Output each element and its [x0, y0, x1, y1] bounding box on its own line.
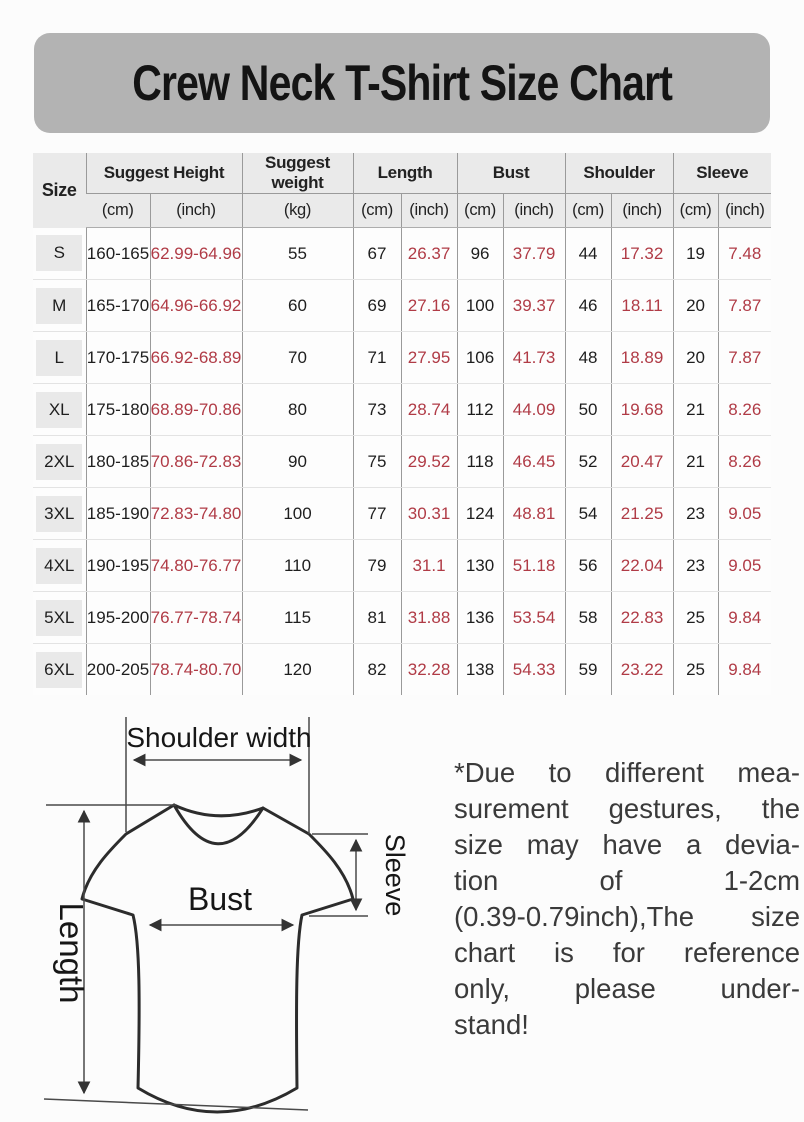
note-line: (0.39-0.79inch),The size [454, 901, 800, 932]
shoulder-inch-cell: 18.11 [611, 280, 673, 332]
note-line: stand! [454, 1009, 529, 1040]
bust-cm-cell: 112 [457, 384, 503, 436]
note-line: tion of 1-2cm [454, 865, 800, 896]
weight-kg-cell: 55 [242, 228, 353, 280]
size-chip: 5XL [36, 600, 82, 636]
bust-cm-cell: 106 [457, 332, 503, 384]
length-inch-cell: 32.28 [401, 644, 457, 696]
sleeve-cm-cell: 21 [673, 384, 718, 436]
sleeve-inch-cell: 7.48 [718, 228, 771, 280]
shoulder-cm-cell: 48 [565, 332, 611, 384]
bust-inch-cell: 54.33 [503, 644, 565, 696]
length-inch-cell: 27.95 [401, 332, 457, 384]
size-chip: 3XL [36, 496, 82, 532]
sleeve-cm-cell: 23 [673, 488, 718, 540]
shoulder-cm-cell: 56 [565, 540, 611, 592]
sleeve-inch-cell: 9.84 [718, 592, 771, 644]
col-header-length: Length [353, 153, 457, 194]
shoulder-width-label: Shoulder width [126, 722, 312, 753]
shoulder-cm-cell: 44 [565, 228, 611, 280]
unit-shoulder-cm: (cm) [565, 194, 611, 228]
height-inch-cell: 72.83-74.80 [150, 488, 242, 540]
sleeve-inch-cell: 9.05 [718, 488, 771, 540]
length-cm-cell: 81 [353, 592, 401, 644]
weight-kg-cell: 120 [242, 644, 353, 696]
size-chip: M [36, 288, 82, 324]
bust-inch-cell: 53.54 [503, 592, 565, 644]
length-inch-cell: 31.1 [401, 540, 457, 592]
tshirt-measurement-diagram [16, 703, 444, 1115]
size-cell [33, 488, 86, 540]
length-cm-cell: 82 [353, 644, 401, 696]
sleeve-cm-cell: 23 [673, 540, 718, 592]
sleeve-inch-cell: 8.26 [718, 436, 771, 488]
col-header-sleeve: Sleeve [673, 153, 771, 194]
sleeve-cm-cell: 21 [673, 436, 718, 488]
unit-height-inch: (inch) [150, 194, 242, 228]
shoulder-inch-cell: 20.47 [611, 436, 673, 488]
length-inch-cell: 27.16 [401, 280, 457, 332]
length-inch-cell: 31.88 [401, 592, 457, 644]
col-header-suggest-height: Suggest Height [86, 153, 242, 194]
height-cm-cell: 170-175 [86, 332, 150, 384]
measurement-note [454, 755, 800, 1115]
sleeve-cm-cell: 20 [673, 332, 718, 384]
weight-kg-cell: 90 [242, 436, 353, 488]
size-chip: 6XL [36, 652, 82, 688]
sleeve-inch-cell: 9.05 [718, 540, 771, 592]
title-banner [34, 33, 770, 133]
table-row [33, 384, 771, 436]
shoulder-cm-cell: 52 [565, 436, 611, 488]
col-header-suggest-weight: Suggest weight [242, 153, 353, 194]
size-cell [33, 332, 86, 384]
length-inch-cell: 29.52 [401, 436, 457, 488]
size-chip: 2XL [36, 444, 82, 480]
bust-inch-cell: 44.09 [503, 384, 565, 436]
unit-height-cm: (cm) [86, 194, 150, 228]
height-inch-cell: 70.86-72.83 [150, 436, 242, 488]
shoulder-inch-cell: 17.32 [611, 228, 673, 280]
height-inch-cell: 76.77-78.74 [150, 592, 242, 644]
size-chip: S [36, 235, 82, 271]
size-cell [33, 592, 86, 644]
length-cm-cell: 75 [353, 436, 401, 488]
bust-label: Bust [187, 881, 253, 917]
height-cm-cell: 185-190 [86, 488, 150, 540]
note-line: only, please under- [454, 973, 800, 1004]
unit-sleeve-cm: (cm) [673, 194, 718, 228]
size-cell [33, 540, 86, 592]
size-cell [33, 644, 86, 696]
sleeve-cm-cell: 19 [673, 228, 718, 280]
weight-kg-cell: 80 [242, 384, 353, 436]
unit-bust-inch: (inch) [503, 194, 565, 228]
height-cm-cell: 180-185 [86, 436, 150, 488]
weight-kg-cell: 60 [242, 280, 353, 332]
table-row [33, 228, 771, 280]
height-cm-cell: 190-195 [86, 540, 150, 592]
unit-bust-cm: (cm) [457, 194, 503, 228]
page-title: Crew Neck T-Shirt Size Chart [132, 55, 672, 111]
height-inch-cell: 78.74-80.70 [150, 644, 242, 696]
unit-sleeve-inch: (inch) [718, 194, 771, 228]
shoulder-inch-cell: 22.04 [611, 540, 673, 592]
length-cm-cell: 69 [353, 280, 401, 332]
bust-inch-cell: 51.18 [503, 540, 565, 592]
shoulder-inch-cell: 21.25 [611, 488, 673, 540]
size-cell [33, 384, 86, 436]
bust-inch-cell: 41.73 [503, 332, 565, 384]
shoulder-inch-cell: 18.89 [611, 332, 673, 384]
bottom-section [0, 703, 804, 1115]
table-row [33, 436, 771, 488]
height-cm-cell: 195-200 [86, 592, 150, 644]
length-cm-cell: 77 [353, 488, 401, 540]
shoulder-cm-cell: 46 [565, 280, 611, 332]
sleeve-cm-cell: 25 [673, 592, 718, 644]
shoulder-cm-cell: 54 [565, 488, 611, 540]
table-row [33, 540, 771, 592]
shoulder-inch-cell: 23.22 [611, 644, 673, 696]
sleeve-cm-cell: 25 [673, 644, 718, 696]
size-cell [33, 280, 86, 332]
note-line: chart is for reference [454, 937, 800, 968]
bust-inch-cell: 37.79 [503, 228, 565, 280]
shoulder-inch-cell: 19.68 [611, 384, 673, 436]
tshirt-outline [82, 805, 353, 1112]
size-cell [33, 228, 86, 280]
weight-kg-cell: 100 [242, 488, 353, 540]
col-header-size: Size [33, 153, 86, 228]
sleeve-inch-cell: 7.87 [718, 280, 771, 332]
bust-cm-cell: 96 [457, 228, 503, 280]
note-line: surement gestures, the [454, 793, 800, 824]
sleeve-inch-cell: 7.87 [718, 332, 771, 384]
table-row [33, 332, 771, 384]
shoulder-cm-cell: 58 [565, 592, 611, 644]
weight-kg-cell: 70 [242, 332, 353, 384]
bust-cm-cell: 124 [457, 488, 503, 540]
size-chip: XL [36, 392, 82, 428]
size-chip: L [36, 340, 82, 376]
height-inch-cell: 74.80-76.77 [150, 540, 242, 592]
sleeve-inch-cell: 9.84 [718, 644, 771, 696]
bust-cm-cell: 100 [457, 280, 503, 332]
shoulder-cm-cell: 50 [565, 384, 611, 436]
col-header-bust: Bust [457, 153, 565, 194]
unit-length-cm: (cm) [353, 194, 401, 228]
length-inch-cell: 26.37 [401, 228, 457, 280]
length-label: Length [53, 902, 90, 1004]
length-cm-cell: 79 [353, 540, 401, 592]
bust-cm-cell: 136 [457, 592, 503, 644]
length-cm-cell: 71 [353, 332, 401, 384]
unit-shoulder-inch: (inch) [611, 194, 673, 228]
size-cell [33, 436, 86, 488]
bust-inch-cell: 39.37 [503, 280, 565, 332]
height-cm-cell: 200-205 [86, 644, 150, 696]
note-line: *Due to different mea- [454, 757, 800, 788]
bust-cm-cell: 118 [457, 436, 503, 488]
size-chip: 4XL [36, 548, 82, 584]
col-header-shoulder: Shoulder [565, 153, 673, 194]
length-cm-cell: 73 [353, 384, 401, 436]
bust-inch-cell: 48.81 [503, 488, 565, 540]
table-row [33, 280, 771, 332]
height-inch-cell: 62.99-64.96 [150, 228, 242, 280]
table-row [33, 644, 771, 696]
unit-weight-kg: (kg) [242, 194, 353, 228]
sleeve-inch-cell: 8.26 [718, 384, 771, 436]
height-inch-cell: 68.89-70.86 [150, 384, 242, 436]
length-inch-cell: 28.74 [401, 384, 457, 436]
length-inch-cell: 30.31 [401, 488, 457, 540]
bust-inch-cell: 46.45 [503, 436, 565, 488]
unit-length-inch: (inch) [401, 194, 457, 228]
note-line: size may have a devia- [454, 829, 800, 860]
shoulder-cm-cell: 59 [565, 644, 611, 696]
size-chart-body [33, 228, 771, 696]
height-cm-cell: 160-165 [86, 228, 150, 280]
height-inch-cell: 64.96-66.92 [150, 280, 242, 332]
weight-kg-cell: 110 [242, 540, 353, 592]
table-row [33, 488, 771, 540]
sleeve-cm-cell: 20 [673, 280, 718, 332]
size-chart-table [33, 153, 771, 695]
height-cm-cell: 165-170 [86, 280, 150, 332]
bust-cm-cell: 130 [457, 540, 503, 592]
sleeve-label: Sleeve [380, 833, 410, 917]
height-cm-cell: 175-180 [86, 384, 150, 436]
table-header [33, 153, 771, 228]
shoulder-inch-cell: 22.83 [611, 592, 673, 644]
bust-cm-cell: 138 [457, 644, 503, 696]
height-inch-cell: 66.92-68.89 [150, 332, 242, 384]
length-cm-cell: 67 [353, 228, 401, 280]
table-row [33, 592, 771, 644]
weight-kg-cell: 115 [242, 592, 353, 644]
